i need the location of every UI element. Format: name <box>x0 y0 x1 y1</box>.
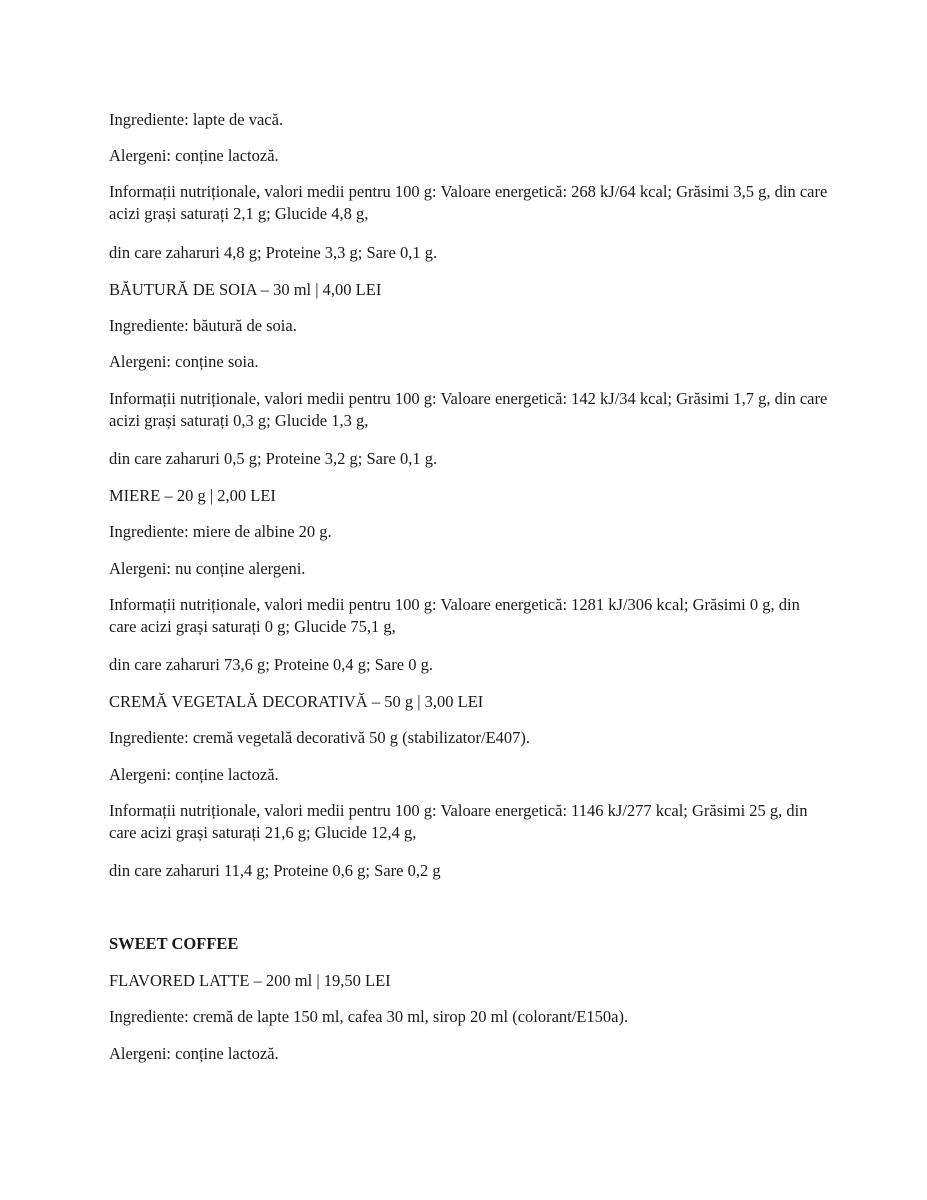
ingredients-line: Ingrediente: băutură de soia. <box>109 316 297 335</box>
nutrition-info-continuation: din care zaharuri 11,4 g; Proteine 0,6 g; Sare 0,2 g <box>109 861 441 880</box>
nutrition-info-line: Informații nutriționale, valori medii pentru 100 g: Valoare energetică: 142 kJ/34 kcal; Grăsimi 1,7 g, din care acizi grași saturați 0,3 g; Glucide 1,3 g, <box>109 389 828 430</box>
allergens-line: Alergeni: conține soia. <box>109 352 259 371</box>
nutrition-info-continuation: din care zaharuri 73,6 g; Proteine 0,4 g; Sare 0 g. <box>109 655 433 674</box>
allergens-line: Alergeni: nu conține alergeni. <box>109 559 306 578</box>
nutrition-info-continuation: din care zaharuri 4,8 g; Proteine 3,3 g; Sare 0,1 g. <box>109 243 438 262</box>
product-heading-honey: MIERE – 20 g | 2,00 LEI <box>109 486 276 505</box>
nutrition-info-line: Informații nutriționale, valori medii pentru 100 g: Valoare energetică: 1281 kJ/306 kcal; Grăsimi 0 g, din care acizi grași saturați 0 g; Glucide 75,1 g, <box>109 595 800 636</box>
nutrition-info-line: Informații nutriționale, valori medii pentru 100 g: Valoare energetică: 268 kJ/64 kcal; Grăsimi 3,5 g, din care acizi grași saturați 2,1 g; Glucide 4,8 g, <box>109 182 828 223</box>
ingredients-line: Ingrediente: miere de albine 20 g. <box>109 522 332 541</box>
section-heading-sweet-coffee: SWEET COFFEE <box>109 934 239 953</box>
ingredients-line: Ingrediente: lapte de vacă. <box>109 110 284 129</box>
allergens-line: Alergeni: conține lactoză. <box>109 1044 279 1063</box>
ingredients-line: Ingrediente: cremă vegetală decorativă 50 g (stabilizator/E407). <box>109 728 531 747</box>
ingredients-line: Ingrediente: cremă de lapte 150 ml, cafea 30 ml, sirop 20 ml (colorant/E150a). <box>109 1007 629 1026</box>
product-heading-vegetable-cream: CREMĂ VEGETALĂ DECORATIVĂ – 50 g | 3,00 LEI <box>109 692 484 711</box>
nutrition-info-continuation: din care zaharuri 0,5 g; Proteine 3,2 g; Sare 0,1 g. <box>109 449 438 468</box>
allergens-line: Alergeni: conține lactoză. <box>109 146 279 165</box>
nutrition-info-line: Informații nutriționale, valori medii pentru 100 g: Valoare energetică: 1146 kJ/277 kcal; Grăsimi 25 g, din care acizi grași saturați 21,6 g; Glucide 12,4 g, <box>109 801 808 842</box>
product-heading-flavored-latte: FLAVORED LATTE – 200 ml | 19,50 LEI <box>109 971 391 990</box>
allergens-line: Alergeni: conține lactoză. <box>109 765 279 784</box>
product-heading-soy-drink: BĂUTURĂ DE SOIA – 30 ml | 4,00 LEI <box>109 280 382 299</box>
